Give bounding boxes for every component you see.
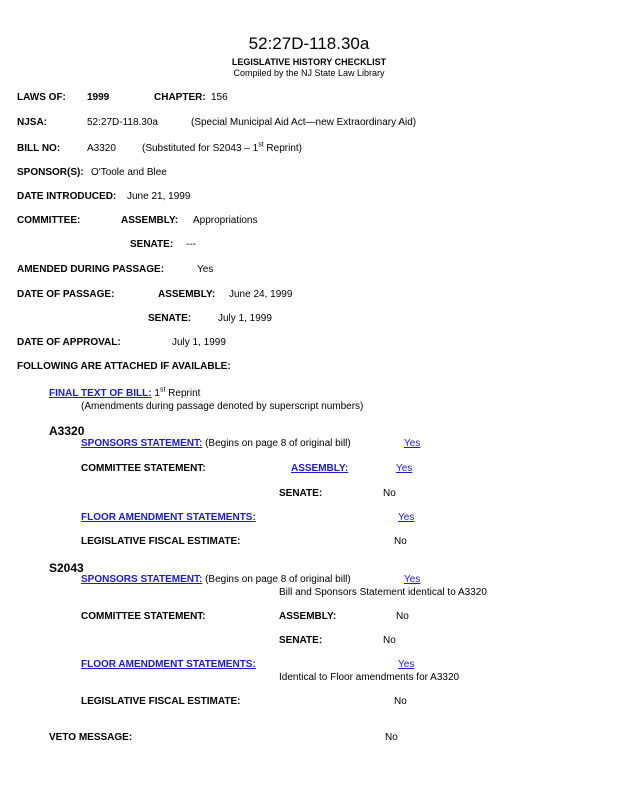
passage-senate-value: July 1, 1999 — [218, 313, 272, 324]
s2043-sponsors-sub: Bill and Sponsors Statement identical to A3320 — [279, 587, 487, 598]
sponsors-label: SPONSOR(S): — [17, 167, 84, 178]
s2043-floor-sub: Identical to Floor amendments for A3320 — [279, 672, 460, 683]
a3320-assembly-link[interactable]: ASSEMBLY: — [291, 463, 349, 474]
final-text-link[interactable]: FINAL TEXT OF BILL: — [49, 388, 152, 399]
a3320-senate-label: SENATE: — [279, 488, 323, 499]
sponsors-value: O'Toole and Blee — [91, 167, 167, 178]
bill-no-value: A3320 — [87, 143, 116, 154]
njsa-note: (Special Municipal Aid Act—new Extraordinary Aid) — [191, 117, 417, 128]
a3320-floor-value-link[interactable]: Yes — [398, 512, 415, 523]
committee-assembly-label: ASSEMBLY: — [121, 215, 179, 226]
a3320-sponsors-row: SPONSORS STATEMENT: (Begins on page 8 of original bill) — [81, 438, 351, 449]
date-of-passage-label: DATE OF PASSAGE: — [17, 289, 115, 300]
bill-no-label: BILL NO: — [17, 143, 61, 154]
page-subtitle: LEGISLATIVE HISTORY CHECKLIST — [231, 57, 387, 67]
final-text-note: (Amendments during passage denoted by superscript numbers) — [81, 401, 364, 412]
chapter-value: 156 — [211, 92, 228, 103]
compiled-by: Compiled by the NJ State Law Library — [233, 68, 385, 78]
a3320-sponsors-value-link[interactable]: Yes — [404, 438, 421, 449]
date-introduced-label: DATE INTRODUCED: — [17, 191, 117, 202]
date-of-approval-label: DATE OF APPROVAL: — [17, 337, 121, 348]
s2043-assembly-value: No — [396, 611, 409, 622]
final-text-row: FINAL TEXT OF BILL: 1st Reprint — [49, 386, 201, 399]
chapter-label: CHAPTER: — [154, 92, 206, 103]
veto-value: No — [385, 732, 398, 743]
passage-assembly-label: ASSEMBLY: — [158, 289, 216, 300]
s2043-floor-link[interactable]: FLOOR AMENDMENT STATEMENTS: — [81, 659, 256, 670]
a3320-committee-label: COMMITTEE STATEMENT: — [81, 463, 206, 474]
veto-label: VETO MESSAGE: — [49, 732, 133, 743]
a3320-heading: A3320 — [49, 424, 85, 438]
njsa-label: NJSA: — [17, 117, 48, 128]
s2043-senate-label: SENATE: — [279, 635, 323, 646]
a3320-assembly-value-link[interactable]: Yes — [396, 463, 413, 474]
laws-of-label: LAWS OF: — [17, 92, 66, 103]
a3320-floor-link[interactable]: FLOOR AMENDMENT STATEMENTS: — [81, 512, 256, 523]
committee-senate-label: SENATE: — [130, 239, 174, 250]
passage-senate-label: SENATE: — [148, 313, 192, 324]
bill-no-note: (Substituted for S2043 – 1st Reprint) — [142, 141, 302, 154]
date-introduced-value: June 21, 1999 — [127, 191, 191, 202]
page-title: 52:27D-118.30a — [248, 34, 370, 53]
committee-assembly-value: Appropriations — [193, 215, 258, 226]
s2043-floor-value-link[interactable]: Yes — [398, 659, 415, 670]
s2043-fiscal-value: No — [394, 696, 407, 707]
njsa-value: 52:27D-118.30a — [87, 117, 158, 128]
a3320-fiscal-label: LEGISLATIVE FISCAL ESTIMATE: — [81, 536, 241, 547]
s2043-assembly-label: ASSEMBLY: — [279, 611, 337, 622]
laws-of-value: 1999 — [87, 92, 110, 103]
s2043-committee-label: COMMITTEE STATEMENT: — [81, 611, 206, 622]
s2043-sponsors-link[interactable]: SPONSORS STATEMENT: — [81, 574, 203, 585]
s2043-sponsors-row: SPONSORS STATEMENT: (Begins on page 8 of original bill) — [81, 574, 351, 585]
a3320-sponsors-link[interactable]: SPONSORS STATEMENT: — [81, 438, 203, 449]
attachments-heading: FOLLOWING ARE ATTACHED IF AVAILABLE: — [17, 361, 231, 372]
amended-value: Yes — [197, 264, 214, 275]
s2043-senate-value: No — [383, 635, 396, 646]
s2043-fiscal-label: LEGISLATIVE FISCAL ESTIMATE: — [81, 696, 241, 707]
committee-label: COMMITTEE: — [17, 215, 81, 226]
s2043-sponsors-value-link[interactable]: Yes — [404, 574, 421, 585]
a3320-fiscal-value: No — [394, 536, 407, 547]
a3320-senate-value: No — [383, 488, 396, 499]
committee-senate-value: --- — [186, 239, 196, 250]
amended-label: AMENDED DURING PASSAGE: — [17, 264, 165, 275]
date-of-approval-value: July 1, 1999 — [172, 337, 226, 348]
passage-assembly-value: June 24, 1999 — [229, 289, 293, 300]
s2043-heading: S2043 — [49, 561, 84, 575]
